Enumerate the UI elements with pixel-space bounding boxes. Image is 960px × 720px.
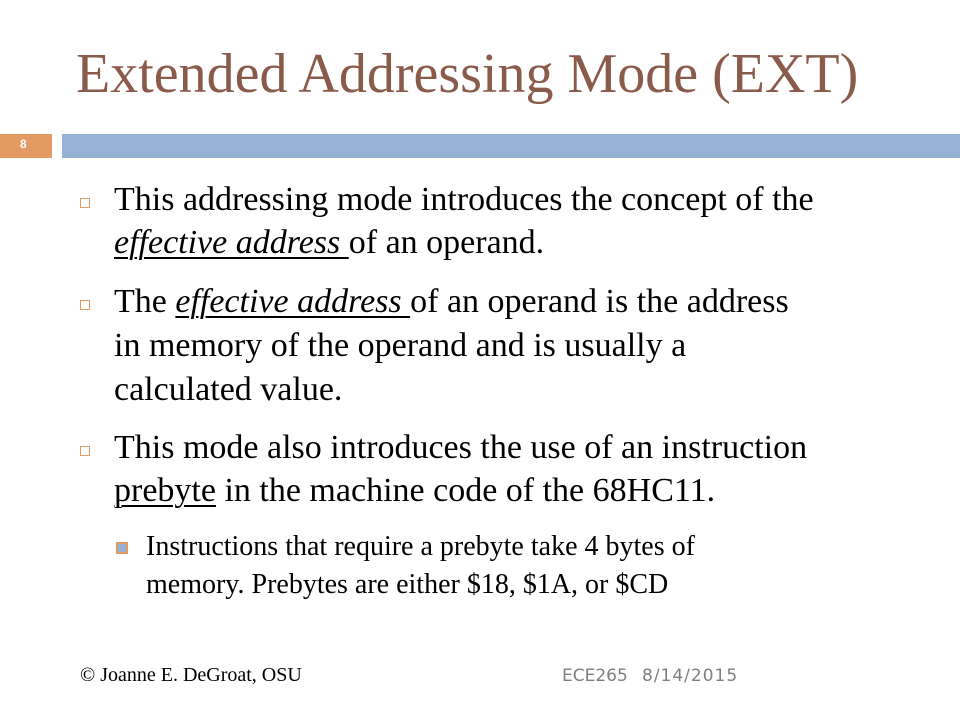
bullet-2	[80, 282, 940, 412]
bullet-3-line-1: This mode also introduces the use of an instruction	[114, 429, 808, 466]
prebyte-term: prebyte	[114, 472, 216, 509]
bullet-2-line-2: in memory of the operand and is usually a	[114, 327, 687, 364]
slide-number: 8	[20, 137, 27, 151]
bullet-3-line-2	[114, 471, 715, 512]
sub-bullet-1	[116, 530, 936, 610]
footer-course: ECE265	[562, 666, 628, 686]
footer-author: © Joanne E. DeGroat, OSU	[80, 664, 302, 686]
bullet-1-line-2-rest: of an operand.	[348, 224, 545, 261]
bullet-1-line-2	[114, 223, 544, 264]
header-divider-bar	[62, 134, 960, 158]
bullet-3	[80, 428, 940, 518]
sub-bullet-line-2: memory. Prebytes are either $18, $1A, or $CD	[146, 569, 669, 600]
bullet-3-line-2-rest: in the machine code of the 68HC11.	[215, 472, 716, 509]
bullet-1-line-1: This addressing mode introduces the concept of the	[114, 181, 814, 218]
bullet-2-line-1	[114, 282, 789, 323]
effective-address-term: effective address	[114, 224, 349, 261]
slide-title: Extended Addressing Mode (EXT)	[76, 43, 859, 105]
filled-square-bullet-icon	[116, 542, 128, 554]
bullet-2-line-3: calculated value.	[114, 371, 343, 408]
sub-bullet-line-1: Instructions that require a prebyte take 4 bytes of	[146, 531, 695, 562]
footer-date: 8/14/2015	[642, 666, 739, 686]
bullet-1	[80, 180, 940, 270]
square-bullet-icon	[80, 198, 90, 208]
square-bullet-icon	[80, 300, 90, 310]
effective-address-term: effective address	[175, 283, 411, 320]
bullet-2-line-1-pre: The	[114, 283, 176, 320]
square-bullet-icon	[80, 446, 90, 456]
bullet-2-line-1-rest: of an operand is the address	[410, 283, 789, 320]
